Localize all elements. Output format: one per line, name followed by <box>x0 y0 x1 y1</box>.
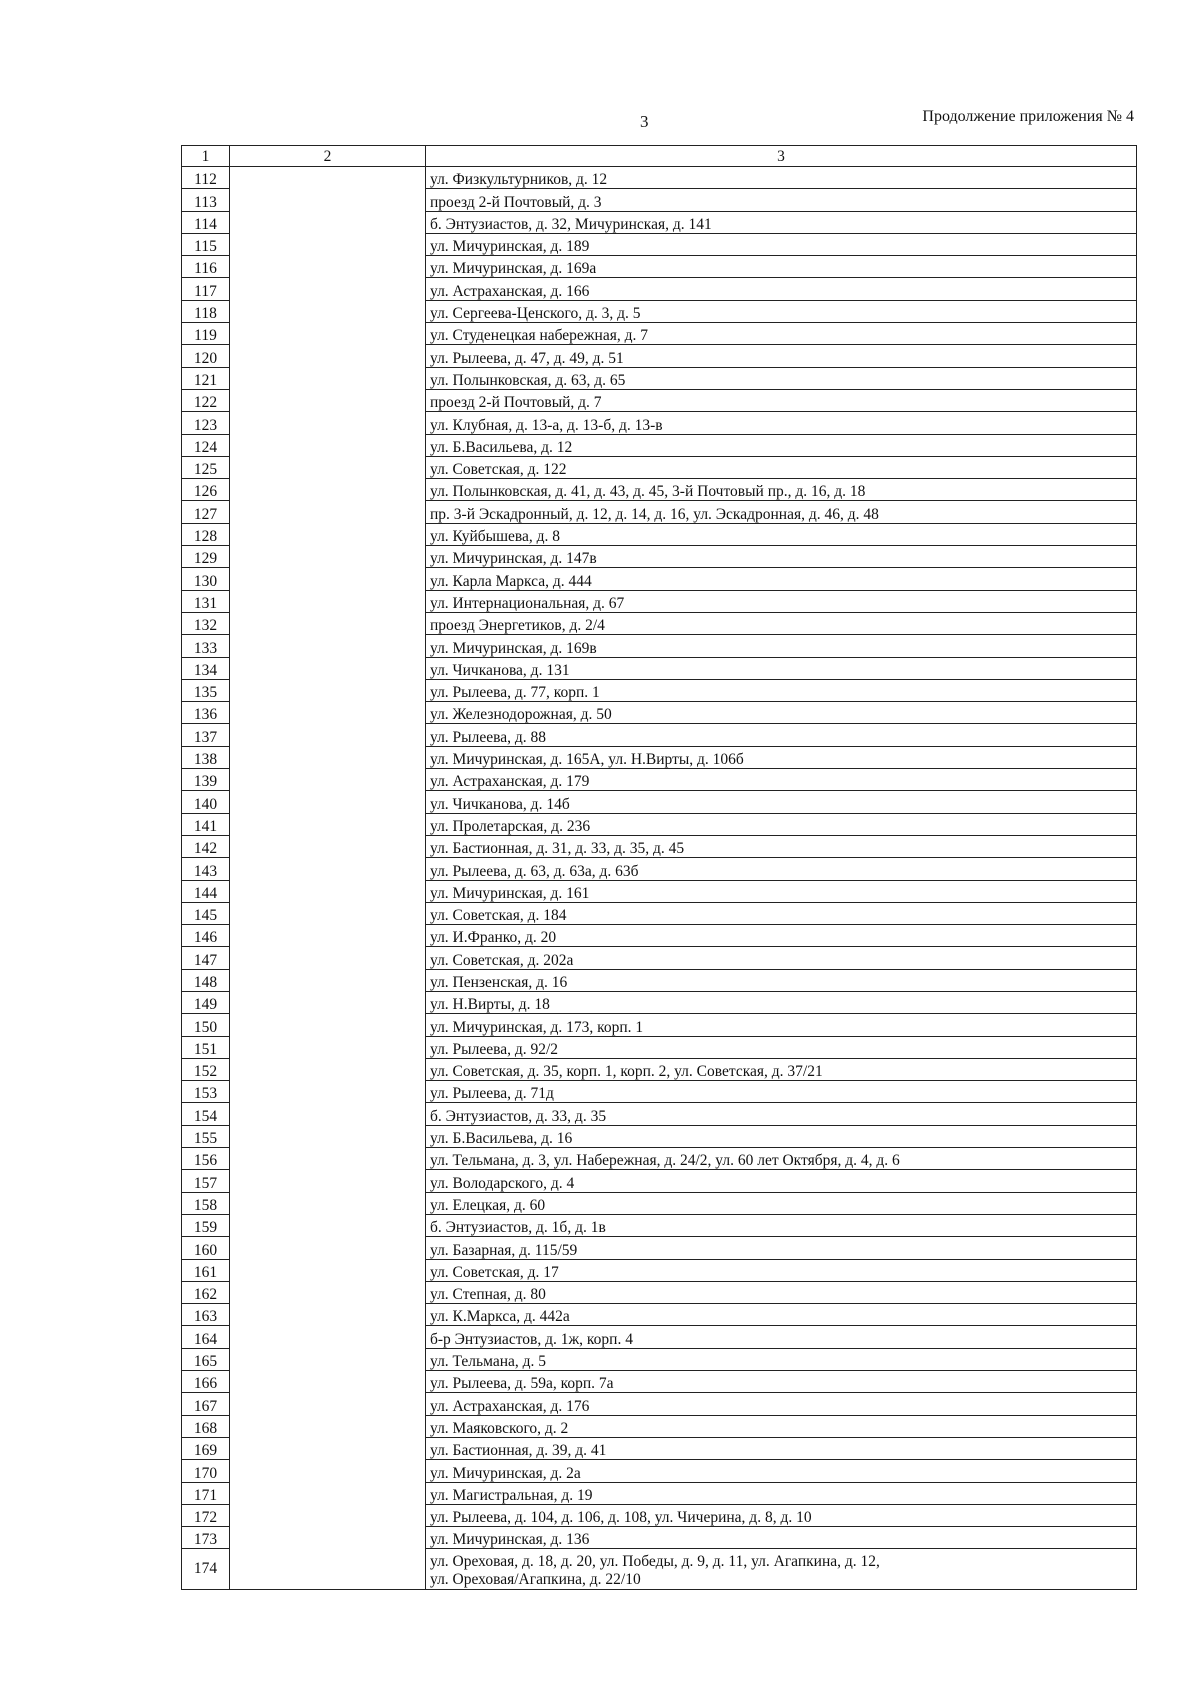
column-2-cell <box>230 278 426 300</box>
table-row <box>182 769 1137 791</box>
column-2-cell <box>230 211 426 233</box>
row-number: 168 <box>182 1415 230 1437</box>
row-number: 113 <box>182 189 230 211</box>
address-cell: ул. Рылеева, д. 88 <box>426 724 1137 746</box>
address-cell: ул. Пролетарская, д. 236 <box>426 813 1137 835</box>
address-cell: ул. Мичуринская, д. 189 <box>426 233 1137 255</box>
address-cell: ул. Тельмана, д. 5 <box>426 1348 1137 1370</box>
table-row <box>182 791 1137 813</box>
address-cell: ул. Студенецкая набережная, д. 7 <box>426 323 1137 345</box>
row-number: 129 <box>182 546 230 568</box>
table-row <box>182 902 1137 924</box>
row-number: 171 <box>182 1482 230 1504</box>
address-cell: ул. Рылеева, д. 104, д. 106, д. 108, ул. Чичерина, д. 8, д. 10 <box>426 1504 1137 1526</box>
row-number: 149 <box>182 991 230 1013</box>
table-row <box>182 412 1137 434</box>
row-number: 154 <box>182 1103 230 1125</box>
row-number: 158 <box>182 1192 230 1214</box>
table-row <box>182 167 1137 189</box>
column-2-cell <box>230 1460 426 1482</box>
address-line: ул. Ореховая/Агапкина, д. 22/10 <box>430 1571 641 1589</box>
row-number: 136 <box>182 702 230 724</box>
table-row <box>182 1415 1137 1437</box>
address-cell: ул. Клубная, д. 13-а, д. 13-б, д. 13-в <box>426 412 1137 434</box>
row-number: 122 <box>182 389 230 411</box>
row-number: 141 <box>182 813 230 835</box>
row-number: 157 <box>182 1170 230 1192</box>
table-row <box>182 1170 1137 1192</box>
column-2-cell <box>230 590 426 612</box>
address-cell: ул. Советская, д. 17 <box>426 1259 1137 1281</box>
row-number: 130 <box>182 568 230 590</box>
address-cell: ул. Карла Маркса, д. 444 <box>426 568 1137 590</box>
table-row <box>182 1103 1137 1125</box>
column-2-cell <box>230 189 426 211</box>
column-2-cell <box>230 412 426 434</box>
column-2-cell <box>230 1348 426 1370</box>
address-cell: ул. Магистральная, д. 19 <box>426 1482 1137 1504</box>
row-number: 150 <box>182 1014 230 1036</box>
address-cell: ул. Советская, д. 122 <box>426 456 1137 478</box>
address-line: ул. Ореховая, д. 18, д. 20, ул. Победы, д. 9, д. 11, ул. Агапкина, д. 12, <box>430 1553 880 1571</box>
column-2-cell <box>230 1281 426 1303</box>
address-cell: ул. Маяковского, д. 2 <box>426 1415 1137 1437</box>
table-row <box>182 1036 1137 1058</box>
column-2-cell <box>230 724 426 746</box>
address-cell: ул. Рылеева, д. 63, д. 63а, д. 63б <box>426 858 1137 880</box>
row-number: 165 <box>182 1348 230 1370</box>
column-2-cell <box>230 479 426 501</box>
column-2-cell <box>230 635 426 657</box>
address-cell: проезд 2-й Почтовый, д. 7 <box>426 389 1137 411</box>
address-cell: ул. И.Франко, д. 20 <box>426 925 1137 947</box>
address-cell: б. Энтузиастов, д. 1б, д. 1в <box>426 1214 1137 1236</box>
address-cell: ул. Пензенская, д. 16 <box>426 969 1137 991</box>
table-row <box>182 969 1137 991</box>
column-2-cell <box>230 969 426 991</box>
row-number: 148 <box>182 969 230 991</box>
column-2-cell <box>230 858 426 880</box>
table-row <box>182 389 1137 411</box>
address-cell: ул. Интернациональная, д. 67 <box>426 590 1137 612</box>
row-number: 119 <box>182 323 230 345</box>
row-number: 164 <box>182 1326 230 1348</box>
address-cell: ул. Мичуринская, д. 169в <box>426 635 1137 657</box>
address-cell: ул. Базарная, д. 115/59 <box>426 1237 1137 1259</box>
table-row <box>182 1259 1137 1281</box>
row-number: 162 <box>182 1281 230 1303</box>
address-cell: ул. Астраханская, д. 179 <box>426 769 1137 791</box>
column-2-cell <box>230 434 426 456</box>
row-number: 155 <box>182 1125 230 1147</box>
address-cell: проезд Энергетиков, д. 2/4 <box>426 612 1137 634</box>
continuation-note: Продолжение приложения № 4 <box>922 108 1134 125</box>
table-row <box>182 1058 1137 1080</box>
column-2-cell <box>230 1036 426 1058</box>
address-cell: ул. Мичуринская, д. 136 <box>426 1527 1137 1549</box>
row-number: 137 <box>182 724 230 746</box>
table-row <box>182 456 1137 478</box>
address-cell: ул. Мичуринская, д. 161 <box>426 880 1137 902</box>
table-row <box>182 1192 1137 1214</box>
address-cell: ул. Чичканова, д. 14б <box>426 791 1137 813</box>
table-row <box>182 501 1137 523</box>
address-cell: ул. Мичуринская, д. 165А, ул. Н.Вирты, д. 106б <box>426 746 1137 768</box>
column-2-cell <box>230 1549 426 1590</box>
column-2-cell <box>230 612 426 634</box>
table-row <box>182 1504 1137 1526</box>
row-number: 169 <box>182 1437 230 1459</box>
column-2-cell <box>230 991 426 1013</box>
row-number: 126 <box>182 479 230 501</box>
row-number: 152 <box>182 1058 230 1080</box>
row-number: 159 <box>182 1214 230 1236</box>
row-number: 135 <box>182 679 230 701</box>
address-cell <box>426 1549 1137 1590</box>
address-cell: пр. 3-й Эскадронный, д. 12, д. 14, д. 16, ул. Эскадронная, д. 46, д. 48 <box>426 501 1137 523</box>
column-2-cell <box>230 568 426 590</box>
table-row <box>182 612 1137 634</box>
table-row <box>182 657 1137 679</box>
column-2-cell <box>230 880 426 902</box>
address-cell: б. Энтузиастов, д. 33, д. 35 <box>426 1103 1137 1125</box>
column-2-cell <box>230 1393 426 1415</box>
column-2-cell <box>230 1504 426 1526</box>
column-2-cell <box>230 902 426 924</box>
row-number: 144 <box>182 880 230 902</box>
row-number: 160 <box>182 1237 230 1259</box>
address-cell: ул. Советская, д. 202а <box>426 947 1137 969</box>
column-2-cell <box>230 367 426 389</box>
row-number: 124 <box>182 434 230 456</box>
address-cell: ул. Б.Васильева, д. 12 <box>426 434 1137 456</box>
row-number: 163 <box>182 1304 230 1326</box>
row-number: 172 <box>182 1504 230 1526</box>
table-row <box>182 590 1137 612</box>
column-2-cell <box>230 791 426 813</box>
address-cell: ул. Советская, д. 184 <box>426 902 1137 924</box>
table-row <box>182 1460 1137 1482</box>
column-2-cell <box>230 1214 426 1236</box>
table-row <box>182 947 1137 969</box>
row-number: 125 <box>182 456 230 478</box>
row-number: 166 <box>182 1371 230 1393</box>
table-row <box>182 1549 1137 1590</box>
row-number: 138 <box>182 746 230 768</box>
column-2-cell <box>230 323 426 345</box>
address-cell: ул. Физкультурников, д. 12 <box>426 167 1137 189</box>
table-row <box>182 568 1137 590</box>
row-number: 121 <box>182 367 230 389</box>
table-row <box>182 1214 1137 1236</box>
column-2-cell <box>230 947 426 969</box>
address-cell: ул. Железнодорожная, д. 50 <box>426 702 1137 724</box>
row-number: 143 <box>182 858 230 880</box>
table-row <box>182 523 1137 545</box>
address-cell: б. Энтузиастов, д. 32, Мичуринская, д. 141 <box>426 211 1137 233</box>
table-row <box>182 256 1137 278</box>
table-row <box>182 925 1137 947</box>
column-2-cell <box>230 1014 426 1036</box>
address-cell: ул. Сергеева-Ценского, д. 3, д. 5 <box>426 300 1137 322</box>
column-2-cell <box>230 679 426 701</box>
row-number: 115 <box>182 233 230 255</box>
row-number: 114 <box>182 211 230 233</box>
row-number: 147 <box>182 947 230 969</box>
column-2-cell <box>230 1527 426 1549</box>
row-number: 153 <box>182 1081 230 1103</box>
address-cell: ул. Елецкая, д. 60 <box>426 1192 1137 1214</box>
column-2-cell <box>230 657 426 679</box>
address-cell: ул. Степная, д. 80 <box>426 1281 1137 1303</box>
row-number: 132 <box>182 612 230 634</box>
column-2-cell <box>230 501 426 523</box>
column-2-cell <box>230 233 426 255</box>
table-row <box>182 724 1137 746</box>
column-2-cell <box>230 925 426 947</box>
column-header-1: 1 <box>182 146 230 167</box>
table-row <box>182 991 1137 1013</box>
table-row <box>182 880 1137 902</box>
address-cell: проезд 2-й Почтовый, д. 3 <box>426 189 1137 211</box>
column-2-cell <box>230 1103 426 1125</box>
column-2-cell <box>230 1415 426 1437</box>
table-row <box>182 813 1137 835</box>
table-row <box>182 1148 1137 1170</box>
address-cell: ул. Астраханская, д. 176 <box>426 1393 1137 1415</box>
column-2-cell <box>230 1081 426 1103</box>
table-row <box>182 1527 1137 1549</box>
table-row <box>182 635 1137 657</box>
row-number: 173 <box>182 1527 230 1549</box>
table-row <box>182 479 1137 501</box>
row-number: 131 <box>182 590 230 612</box>
column-2-cell <box>230 1482 426 1504</box>
row-number: 167 <box>182 1393 230 1415</box>
table-row <box>182 367 1137 389</box>
table-row <box>182 1281 1137 1303</box>
table-row <box>182 835 1137 857</box>
table-row <box>182 1348 1137 1370</box>
table-row <box>182 1081 1137 1103</box>
table-row <box>182 323 1137 345</box>
address-cell: ул. Мичуринская, д. 147в <box>426 546 1137 568</box>
row-number: 142 <box>182 835 230 857</box>
column-2-cell <box>230 456 426 478</box>
address-cell: ул. Чичканова, д. 131 <box>426 657 1137 679</box>
row-number: 118 <box>182 300 230 322</box>
table-row <box>182 1482 1137 1504</box>
column-2-cell <box>230 1371 426 1393</box>
address-cell: ул. Рылеева, д. 77, корп. 1 <box>426 679 1137 701</box>
column-header-2: 2 <box>230 146 426 167</box>
address-cell: ул. Мичуринская, д. 169а <box>426 256 1137 278</box>
column-2-cell <box>230 1326 426 1348</box>
page-number: 3 <box>640 112 649 131</box>
table-body <box>182 167 1137 1590</box>
address-cell: б-р Энтузиастов, д. 1ж, корп. 4 <box>426 1326 1137 1348</box>
row-number: 151 <box>182 1036 230 1058</box>
table-row <box>182 1304 1137 1326</box>
column-2-cell <box>230 345 426 367</box>
column-2-cell <box>230 1304 426 1326</box>
address-cell: ул. К.Маркса, д. 442а <box>426 1304 1137 1326</box>
table-row <box>182 1125 1137 1147</box>
column-2-cell <box>230 769 426 791</box>
column-2-cell <box>230 300 426 322</box>
column-2-cell <box>230 1170 426 1192</box>
table-row <box>182 702 1137 724</box>
address-cell: ул. Рылеева, д. 59а, корп. 7а <box>426 1371 1137 1393</box>
address-cell: ул. Бастионная, д. 31, д. 33, д. 35, д. 45 <box>426 835 1137 857</box>
row-number: 134 <box>182 657 230 679</box>
address-cell: ул. Мичуринская, д. 2а <box>426 1460 1137 1482</box>
column-2-cell <box>230 835 426 857</box>
table-row <box>182 1326 1137 1348</box>
header-row <box>182 146 1137 167</box>
address-cell: ул. Полынковская, д. 41, д. 43, д. 45, 3-й Почтовый пр., д. 16, д. 18 <box>426 479 1137 501</box>
address-cell: ул. Н.Вирты, д. 18 <box>426 991 1137 1013</box>
table-row <box>182 1014 1137 1036</box>
table-row <box>182 345 1137 367</box>
row-number: 123 <box>182 412 230 434</box>
table-row <box>182 211 1137 233</box>
table-row <box>182 278 1137 300</box>
table-row <box>182 858 1137 880</box>
column-2-cell <box>230 1148 426 1170</box>
row-number: 112 <box>182 167 230 189</box>
address-cell: ул. Полынковская, д. 63, д. 65 <box>426 367 1137 389</box>
row-number: 146 <box>182 925 230 947</box>
address-cell: ул. Советская, д. 35, корп. 1, корп. 2, ул. Советская, д. 37/21 <box>426 1058 1137 1080</box>
address-cell: ул. Володарского, д. 4 <box>426 1170 1137 1192</box>
table-row <box>182 434 1137 456</box>
row-number: 117 <box>182 278 230 300</box>
table-row <box>182 1437 1137 1459</box>
row-number: 174 <box>182 1549 230 1590</box>
column-header-3: 3 <box>426 146 1137 167</box>
address-cell: ул. Рылеева, д. 92/2 <box>426 1036 1137 1058</box>
table-row <box>182 546 1137 568</box>
address-cell: ул. Астраханская, д. 166 <box>426 278 1137 300</box>
column-2-cell <box>230 813 426 835</box>
address-cell: ул. Мичуринская, д. 173, корп. 1 <box>426 1014 1137 1036</box>
row-number: 139 <box>182 769 230 791</box>
row-number: 161 <box>182 1259 230 1281</box>
row-number: 116 <box>182 256 230 278</box>
address-table <box>181 145 1137 1590</box>
column-2-cell <box>230 167 426 189</box>
row-number: 140 <box>182 791 230 813</box>
table-row <box>182 233 1137 255</box>
table-row <box>182 189 1137 211</box>
column-2-cell <box>230 256 426 278</box>
address-cell: ул. Рылеева, д. 47, д. 49, д. 51 <box>426 345 1137 367</box>
column-2-cell <box>230 746 426 768</box>
address-cell: ул. Тельмана, д. 3, ул. Набережная, д. 24/2, ул. 60 лет Октября, д. 4, д. 6 <box>426 1148 1137 1170</box>
table-row <box>182 300 1137 322</box>
column-2-cell <box>230 1058 426 1080</box>
table-row <box>182 746 1137 768</box>
row-number: 127 <box>182 501 230 523</box>
column-2-cell <box>230 1125 426 1147</box>
table-row <box>182 1237 1137 1259</box>
table-row <box>182 1371 1137 1393</box>
column-2-cell <box>230 1237 426 1259</box>
table-row <box>182 1393 1137 1415</box>
row-number: 120 <box>182 345 230 367</box>
address-cell: ул. Б.Васильева, д. 16 <box>426 1125 1137 1147</box>
column-2-cell <box>230 389 426 411</box>
column-2-cell <box>230 1192 426 1214</box>
row-number: 133 <box>182 635 230 657</box>
column-2-cell <box>230 702 426 724</box>
row-number: 145 <box>182 902 230 924</box>
column-2-cell <box>230 1437 426 1459</box>
address-cell: ул. Рылеева, д. 71д <box>426 1081 1137 1103</box>
column-2-cell <box>230 546 426 568</box>
row-number: 170 <box>182 1460 230 1482</box>
row-number: 128 <box>182 523 230 545</box>
address-cell: ул. Куйбышева, д. 8 <box>426 523 1137 545</box>
table-row <box>182 679 1137 701</box>
column-2-cell <box>230 523 426 545</box>
column-2-cell <box>230 1259 426 1281</box>
address-cell: ул. Бастионная, д. 39, д. 41 <box>426 1437 1137 1459</box>
row-number: 156 <box>182 1148 230 1170</box>
